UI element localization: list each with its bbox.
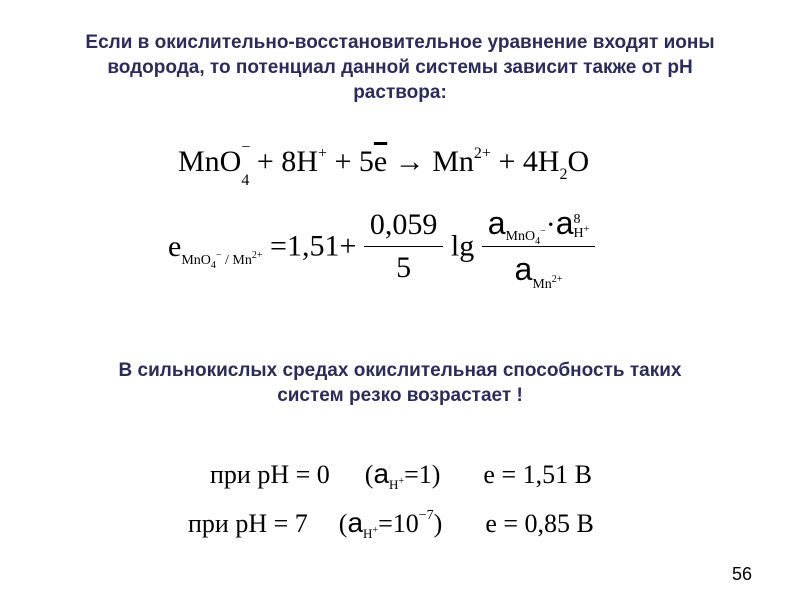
activity-expression: $(a_{H^+}=10^{-7})$ (338, 507, 443, 541)
heading-line-2: водорода, то потенциал данной системы зависит также от pH (107, 57, 693, 78)
product-water: $4H_2O$ (522, 145, 590, 183)
ph0-row (210, 458, 592, 490)
potential-lhs: $e_{MnO_4^- / Mn^{2+}}$ (168, 229, 263, 271)
plus-sign: + (334, 145, 352, 178)
conclusion-line-2: систем резко возрастает ! (277, 385, 523, 406)
potential-value: e = 1,51 В (483, 460, 592, 489)
reactant-mno4: MnO − $_4$ (178, 139, 251, 189)
pri-label: при (210, 460, 251, 489)
activity-numerator: $a_{MnO_4^-}\cdot a$ 8 H+ (482, 205, 596, 247)
heading-line-3: раствора: (353, 82, 447, 103)
ph-value: pH = 7 (235, 509, 308, 538)
coefficient-fraction (364, 208, 444, 285)
plus-sign: + (256, 145, 274, 178)
ph7-row (188, 507, 594, 539)
log-symbol: lg (450, 229, 475, 263)
standard-potential: 1,51 (286, 229, 340, 263)
reactant-electron: $5\overline{e}$ (358, 145, 388, 178)
reactant-h: 8H+ (281, 145, 327, 178)
heading-line-1: Если в окислительно-восстановительное уравнение входят ионы (85, 32, 715, 53)
conclusion-line-1: В сильнокислых средах окислительная способность таких (118, 360, 682, 381)
equals-sign: = (270, 229, 287, 263)
activity-expression: $(a_{H^+}=1)$ (364, 458, 441, 492)
slide-heading (20, 30, 780, 105)
reaction-arrow: → (394, 145, 425, 178)
nernst-equation (168, 205, 595, 315)
product-mn: $Mn^{2+}$ (432, 145, 491, 178)
plus-sign: + (498, 145, 516, 178)
conclusion-text (40, 358, 760, 408)
activity-denominator: $a_{Mn^{2+}}$ (514, 251, 563, 292)
fraction-numerator: 0,059 (364, 208, 444, 247)
fraction-denominator: 5 (396, 251, 412, 284)
page-number: 56 (731, 564, 752, 584)
ph-value: pH = 0 (257, 460, 330, 489)
activity-fraction (482, 205, 596, 292)
potential-value: e = 0,85 В (485, 509, 594, 538)
plus-sign: + (339, 229, 357, 263)
redox-equation (178, 139, 590, 189)
pri-label: при (188, 509, 229, 538)
